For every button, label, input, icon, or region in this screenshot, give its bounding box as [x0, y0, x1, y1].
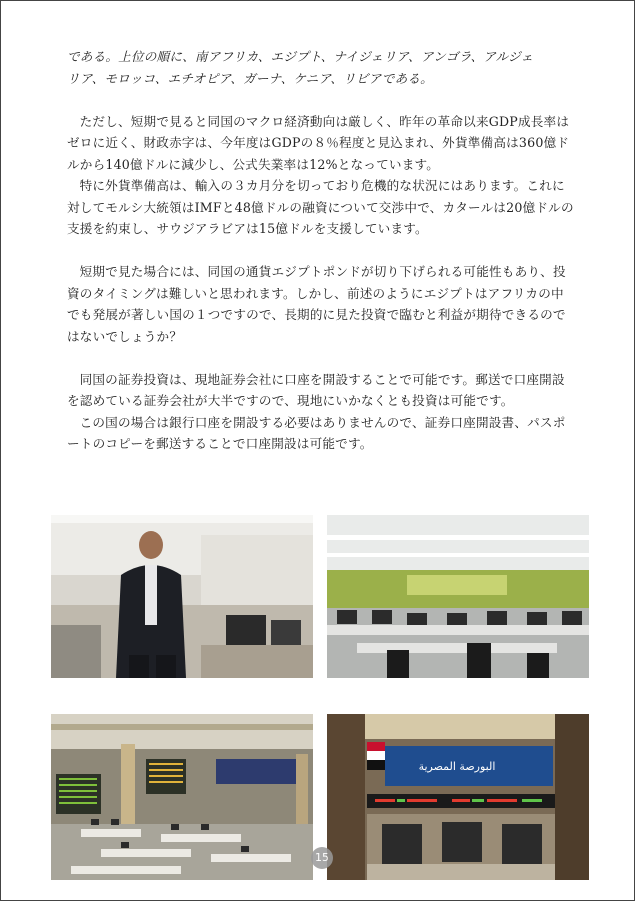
banner-text: البورصة المصرية — [418, 760, 496, 773]
text-line: である。上位の順に、南アフリカ、エジプト、ナイジェリア、アンゴラ、アルジェ — [67, 49, 534, 64]
paragraph-bank-account: この国の場合は銀行口座を開設する必要はありませんので、証券口座開設書、パスポートのコピーを郵送することで口座開設は可能です。 — [67, 414, 566, 451]
paragraph-macro-economy: ただし、短期で見ると同国のマクロ経済動向は厳しく、昨年の革命以来GDP成長率はゼロに近く、財政赤字は、今年度はGDPの８％程度と見込まれ、外貨準備高は360億ドルから140億ドルに減少し、公式失業率は12%となっています。 — [67, 113, 570, 172]
photo-exchange-floor — [51, 714, 313, 880]
paragraph-long-term: 短期で見た場合には、同国の通貨エジプトポンドが切り下げられる可能性もあり、投資のタイミングは難しいと思われます。しかし、前述のようにエジプトはアフリカの中でも発展が著しい国の１つですので、長期的に見た投資で臨むと利益が期待できるのではないでしょうか？ — [67, 264, 566, 344]
photo-exchange-hall — [327, 714, 589, 880]
text-line: リア、モロッコ、エチオピア、ガーナ、ケニア、リビアである。 — [67, 70, 433, 86]
page-number: 15 — [311, 847, 333, 869]
photo-trading-floor — [327, 515, 589, 678]
paragraph-list-continuation — [67, 46, 575, 89]
paragraph-reserves: 特に外貨準備高は、輸入の３カ月分を切っており危機的な状況にはあります。これに対してモルシ大統領はIMFと48億ドルの融資について交渉中で、カタールは20億ドルの支援を約束し、サウジアラビアは15億ドルを支援しています。 — [67, 178, 574, 236]
body-text — [67, 46, 575, 455]
paragraph-securities: 同国の証券投資は、現地証券会社に口座を開設することで可能です。郵送で口座開設を認めている証券会社が大半ですので、現地にいかなくとも投資は可能です。 — [67, 371, 565, 408]
photo-office-man — [51, 515, 313, 678]
